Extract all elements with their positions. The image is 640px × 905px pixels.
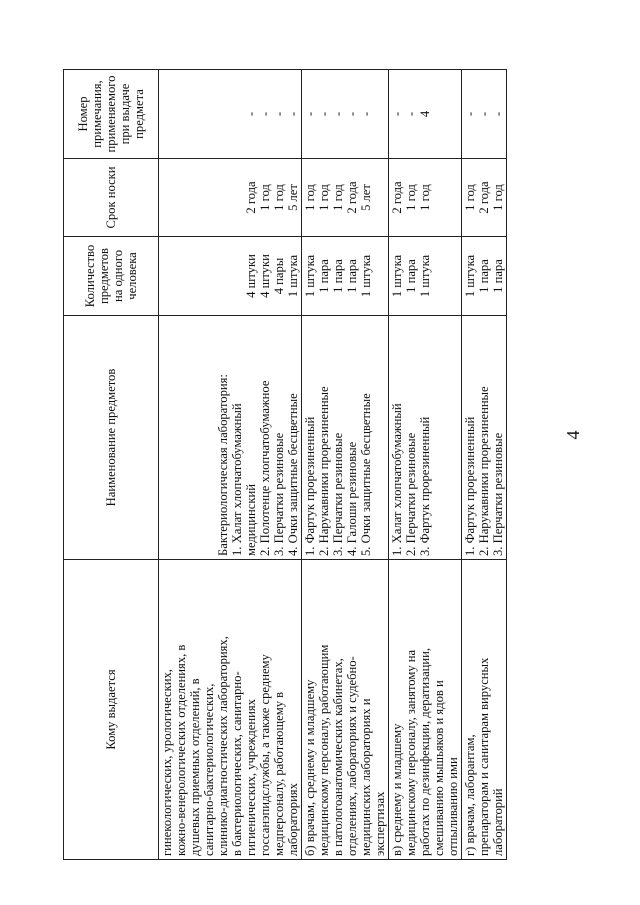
header-wear-term: Срок носки (64, 159, 159, 237)
header-note-number: Номер примечания, применяемого при выдаче предмета (64, 70, 159, 159)
term-cell: 2 года 1 год 1 год (389, 159, 462, 237)
note-cell: - - - (462, 70, 507, 159)
term-cell: 1 год 2 года 1 год (462, 159, 507, 237)
item-cell: Бактериологическая лаборатория: 1. Халат хлопчатобумажный медицинский 2. Полотенце хлопчатобумажное 3. Перчатки резиновые 4. Очки защитные бесцветные (159, 316, 302, 560)
page-number: 4 (563, 430, 583, 440)
item-cell: 1. Фартук прорезиненный 2. Нарукавники прорезиненные 3. Перчатки резиновые 4. Галоши резиновые 5. Очки защитные бесцветные (302, 316, 389, 560)
header-quantity: Количество предметов на одного человека (64, 237, 159, 316)
note-cell: - - 4 (389, 70, 462, 159)
term-cell: 2 года 1 год 1 год 5 лет (159, 159, 302, 237)
recipient-cell: гинекологических, урологических, кожно-венерологических отделениях, в душевых приемных отделений, в санитарно-бактериологических, клинико-диагностических лабораториях, в бактериологических, санитарно- гигиенических, учреждениях госсанэпидслужбы, а также среднему медперсоналу, работающему в лабораториях (159, 560, 302, 860)
table-header-row (64, 70, 159, 860)
recipient-cell: в) среднему и младшему медицинскому персоналу, занятому на работах по дезинфекции, дератизации, смешиванию мышьяков и ядов и отпыливанию ими (389, 560, 462, 860)
quantity-cell: 1 штука 1 пара 1 пара 1 пара 1 штука (302, 237, 389, 316)
table-row (302, 70, 389, 860)
term-cell: 1 год 1 год 1 год 2 года 5 лет (302, 159, 389, 237)
header-recipient: Кому выдается (64, 560, 159, 860)
note-cell: - - - - (159, 70, 302, 159)
protective-equipment-table (63, 69, 507, 860)
recipient-cell: б) врачам, среднему и младшему медицинскому персоналу, работающим в патологоанатомических кабинетах, отделениях, лабораториях и судебно- медицинских лабораториях и экспертизах (302, 560, 389, 860)
table-row (462, 70, 507, 860)
quantity-cell: 4 штуки 4 штуки 4 пары 1 штука (159, 237, 302, 316)
table-row (389, 70, 462, 860)
item-cell: 1. Фартук прорезиненный 2. Нарукавники прорезиненные 3. Перчатки резиновые (462, 316, 507, 560)
item-cell: 1. Халат хлопчатобумажный 2. Перчатки резиновые 3. Фартук прорезиненный (389, 316, 462, 560)
note-cell: - - - - - (302, 70, 389, 159)
quantity-cell: 1 штука 1 пара 1 штука (389, 237, 462, 316)
table-row (159, 70, 302, 860)
quantity-cell: 1 штука 1 пара 1 пара (462, 237, 507, 316)
recipient-cell: г) врачам, лаборантам, препараторам и санитарам вирусных лабораторий (462, 560, 507, 860)
header-item: Наименование предметов (64, 316, 159, 560)
